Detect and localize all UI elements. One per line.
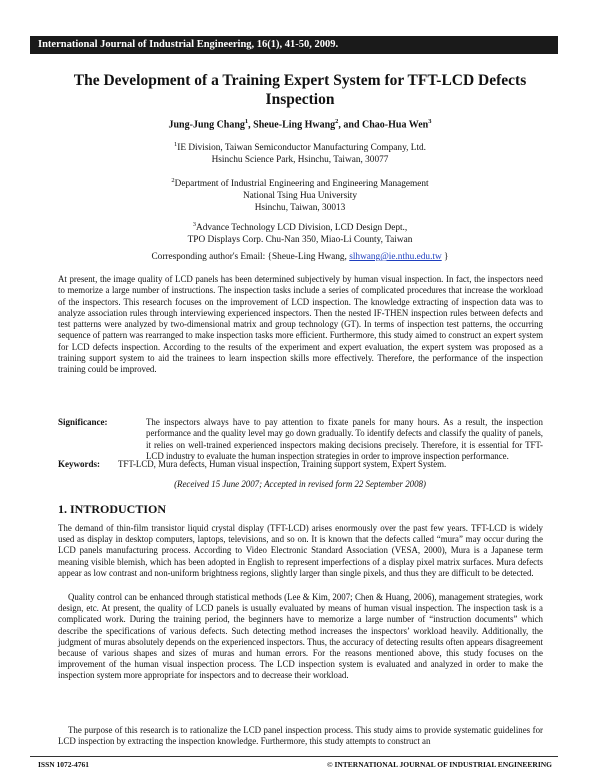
abstract-text: At present, the image quality of LCD panels has been determined subjectively by human visual inspection. In fact, the inspectors need to memorize a large number of instructions. The inspection tasks include a series of complicated procedures that increase the workload of the inspectors. This research focuses on the improvement of LCD inspection. The knowledge extracting of inspection data was to analyze association rules through interviewing experienced inspectors. Then the nested IF-THEN inspection rules between defects and test patterns were analyzed by two-dimensional matrix and group technology (GT). In terms of inspection test patterns, the occurring sequence of pattern was rearranged to make inspection tasks more efficient. Furthermore, this study aimed to construct an expert system for LCD defects inspection. According to the results of the experiment and expert evaluation, the expert system was proposed as a training support system to aid the trainees to learn inspection skills more effectively. Therefore, the performance of the inspection training could be improved. <box>58 274 543 375</box>
corresponding-suffix: } <box>441 252 449 262</box>
author-name: Jung-Jung Chang <box>168 119 245 131</box>
affiliation-1 <box>0 139 600 166</box>
section-heading: 1. INTRODUCTION <box>58 502 167 516</box>
affiliation-line: TPO Displays Corp. Chu-Nan 350, Miao-Li County, Taiwan <box>187 235 413 246</box>
affiliation-line: IE Division, Taiwan Semiconductor Manufacturing Company, Ltd. <box>177 143 427 154</box>
body-paragraph-1: The demand of thin-film transistor liquid crystal display (TFT-LCD) arises enormously over the past few years. TFT-LCD is widely used as display in desktop computers, laptops, televisions, and so on. It is known that the defects called “mura” may occur during the LCD panels manufacturing process. According to Video Electronic Standard Association (VESA, 2000), Mura is a Japanese term meaning visible blemish, which has been adopted in English to represent imperfections of a display pixel matrix surfaces. Mura defects appear as low contrast and non-uniform brightness regions, slightly larger than single pixels, and thus they are difficult to be detected. <box>58 523 543 578</box>
affiliation-sup: 3 <box>192 221 197 228</box>
author-sep: , and <box>338 119 363 131</box>
author-name: Chao-Hua Wen <box>362 119 429 131</box>
corresponding-author <box>0 252 600 262</box>
significance-text: The inspectors always have to pay attention to fixate panels for many hours. As a result, the inspection performance and the quality level may go down gradually. To identify defects and classify the quality of panels, it relies on well-trained experienced inspectors making decisions precisely. Therefore, it is essential for TFT-LCD industry to evaluate the human inspection strategies in order to improve inspection performance. <box>146 417 543 462</box>
significance-label: Significance: <box>58 417 108 427</box>
affiliation-line: Hsinchu, Taiwan, 30013 <box>254 203 346 214</box>
author-list <box>0 118 600 130</box>
footer-divider <box>30 756 558 757</box>
keywords-text: TFT-LCD, Mura defects, Human visual inspection, Training support system, Expert System. <box>118 459 447 469</box>
affiliation-2 <box>0 175 600 214</box>
footer-issn: ISSN 1072-4761 <box>38 760 90 769</box>
received-dates: (Received 15 June 2007; Accepted in revised form 22 September 2008) <box>174 479 426 489</box>
author-name: Sheue-Ling Hwang <box>253 119 336 131</box>
author-sep: , <box>248 119 254 131</box>
keywords-label: Keywords: <box>58 459 100 469</box>
body-paragraph-2: Quality control can be enhanced through statistical methods (Lee & Kim, 2007; Chen & Huang, 2006), management strategies, work design, etc. At present, the quality of LCD panels is usually evaluated by means of human visual inspection. The inspection task is a complicated work. During the training period, the beginners have to memorize a large number of “instruction documents” which describe the specifications of various defects. Such detecting method increases the inspectors’ workload heavily. Additionally, the judgment of muras absolutely depends on the experienced inspectors. Thus, the accuracy of detecting results often appears disagreement because of various shapes and sizes of muras and human errors. For the reasons mentioned above, this study focuses on the improvement of the human visual inspection process. The LCD inspection system is evaluated and analyzed in order to make the inspection system more appropriate for inspectors and to decrease their workload. <box>58 592 543 681</box>
affiliation-sup: 2 <box>171 177 175 184</box>
footer-copyright: © INTERNATIONAL JOURNAL OF INDUSTRIAL ENGINEERING <box>326 760 552 769</box>
affiliation-line: Hsinchu Science Park, Hsinchu, Taiwan, 30077 <box>211 155 389 166</box>
email-link[interactable]: slhwang@ie.nthu.edu.tw <box>349 252 442 262</box>
author-sup: 1 <box>244 118 249 125</box>
affiliation-line: National Tsing Hua University <box>242 191 358 202</box>
body-paragraph-3: The purpose of this research is to rationalize the LCD panel inspection process. This study aims to provide systematic guidelines for LCD inspection by extracting the inspection knowledge. Furthermore, this study attempts to construct an <box>58 725 543 747</box>
journal-header-bar <box>30 36 558 54</box>
affiliation-sup: 1 <box>173 141 178 148</box>
author-sup: 2 <box>335 118 339 125</box>
author-sup: 3 <box>428 118 432 125</box>
affiliation-line: Department of Industrial Engineering and Engineering Management <box>174 179 429 190</box>
corresponding-prefix: Corresponding author's Email: {Sheue-Ling Hwang, <box>151 252 350 262</box>
paper-title: The Development of a Training Expert System for TFT-LCD Defects Inspection <box>73 72 527 108</box>
affiliation-3 <box>0 219 600 246</box>
journal-citation: International Journal of Industrial Engineering, 16(1), 41-50, 2009. <box>38 39 339 50</box>
affiliation-line: Advance Technology LCD Division, LCD Design Dept., <box>196 223 408 234</box>
